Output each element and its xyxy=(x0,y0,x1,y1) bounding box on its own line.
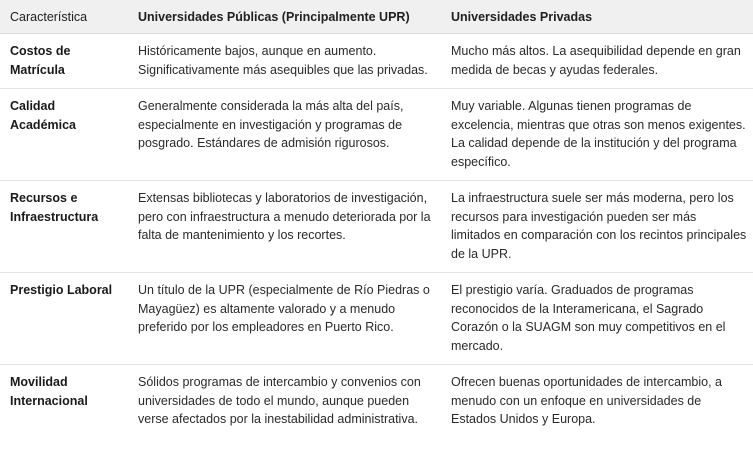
table-row xyxy=(0,273,753,365)
header-private: Universidades Privadas xyxy=(441,0,753,34)
header-public: Universidades Públicas (Principalmente UPR) xyxy=(128,0,441,34)
row-private: Ofrecen buenas oportunidades de intercambio, a menudo con un enfoque en universidades de Estados Unidos y Europa. xyxy=(451,375,723,426)
row-private: La infraestructura suele ser más moderna, pero los recursos para investigación pueden ser más limitados en comparación con los recintos principales de la UPR. xyxy=(441,181,753,273)
table-row xyxy=(0,34,753,89)
row-public: Generalmente considerada la más alta del país, especialmente en investigación y programas de posgrado. Estándares de admisión rigurosos. xyxy=(128,89,441,181)
row-private: El prestigio varía. Graduados de programas reconocidos de la Interamericana, el Sagrado Corazón o la SUAGM son muy competitivos en el mercado. xyxy=(441,273,753,365)
header-feature: Característica xyxy=(0,0,128,34)
table-body xyxy=(0,34,753,438)
table-row xyxy=(0,365,753,438)
row-feature: Costos de Matrícula xyxy=(0,34,128,89)
table-header xyxy=(0,0,753,34)
row-public: Históricamente bajos, aunque en aumento. Significativamente más asequibles que las privadas. xyxy=(128,34,441,89)
row-feature: Movilidad Internacional xyxy=(10,375,88,408)
row-public: Sólidos programas de intercambio y convenios con universidades de todo el mundo, aunque pueden verse afectados por la inestabilidad administrativa. xyxy=(138,375,421,426)
row-public: Extensas bibliotecas y laboratorios de investigación, pero con infraestructura a menudo deteriorada por la falta de mantenimiento y los recortes. xyxy=(128,181,441,273)
row-feature: Calidad Académica xyxy=(0,89,128,181)
row-feature: Recursos e Infraestructura xyxy=(0,181,128,273)
table-row xyxy=(0,89,753,181)
header-row xyxy=(0,0,753,34)
row-public: Un título de la UPR (especialmente de Río Piedras o Mayagüez) es altamente valorado y a menudo preferido por los empleadores en Puerto Rico. xyxy=(128,273,441,365)
table-row xyxy=(0,181,753,273)
row-private: Mucho más altos. La asequibilidad depende en gran medida de becas y ayudas federales. xyxy=(441,34,753,89)
row-private: Muy variable. Algunas tienen programas de excelencia, mientras que otras son menos exigentes. La calidad depende de la institución y del programa específico. xyxy=(441,89,753,181)
row-feature: Prestigio Laboral xyxy=(0,273,128,365)
